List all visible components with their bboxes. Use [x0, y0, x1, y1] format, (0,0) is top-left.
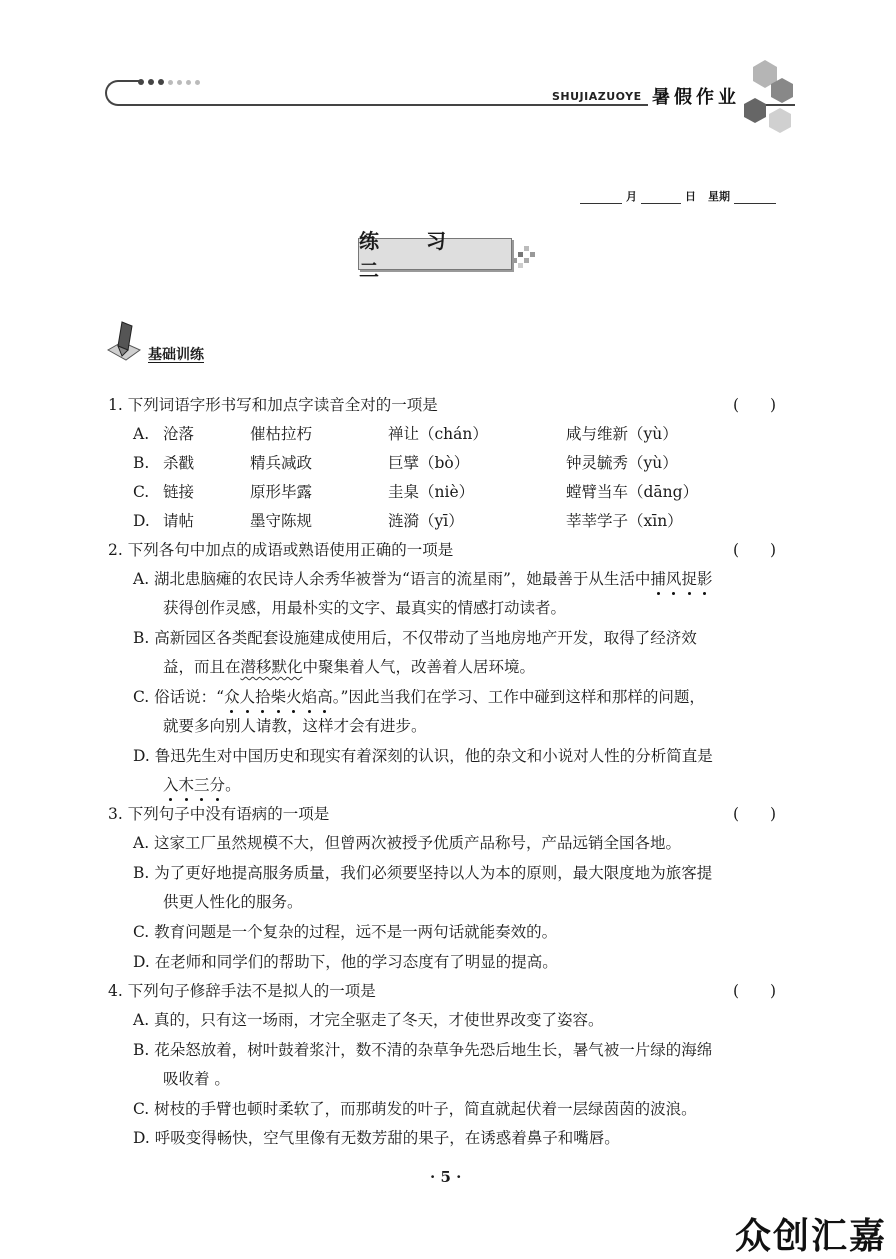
- watermark-logo: 众创汇嘉: [735, 1216, 888, 1257]
- header-dots: [138, 79, 200, 85]
- q2-option-c[interactable]: [133, 687, 705, 707]
- word-2: 精兵减政: [250, 454, 313, 472]
- word-1: 沧落: [163, 425, 195, 443]
- dotted-idiom: 众人拾柴火焰高: [224, 688, 333, 706]
- q1-answer-blank[interactable]: ( ): [733, 396, 777, 414]
- q2-option-d[interactable]: D. 鲁迅先生对中国历史和现实有着深刻的认识，他的杂文和小说对人性的分析简直是: [133, 747, 713, 765]
- word-4: 莘莘学子（xīn）: [566, 512, 683, 530]
- q4-option-d[interactable]: D. 呼吸变得畅快，空气里像有无数芳甜的果子，在诱惑着鼻子和嘴唇。: [133, 1129, 620, 1147]
- q3-stem: 3. 下列句子中没有语病的一项是: [108, 805, 330, 823]
- dotted-idiom: 入木三分: [163, 776, 226, 794]
- word-3: 涟漪（yī）: [388, 512, 464, 530]
- section-heading: 基础训练: [148, 347, 204, 363]
- hexagon-cluster-icon: [735, 58, 795, 134]
- word-4: 咸与维新（yù）: [566, 425, 678, 443]
- q2-option-a-cont: 获得创作灵感，用最朴实的文字、最真实的情感打动读者。: [163, 599, 567, 617]
- header-series-cn: 暑假作业: [648, 83, 744, 109]
- q4-option-a[interactable]: A. 真的，只有这一场雨，才完全驱走了冬天，才使世界改变了姿容。: [133, 1011, 604, 1029]
- day-label: 日: [685, 190, 696, 203]
- word-2: 墨守陈规: [250, 512, 313, 530]
- q2-option-b-cont: [163, 657, 535, 677]
- word-3: 禅让（chán）: [388, 425, 488, 443]
- word-1: 链接: [163, 483, 195, 501]
- page-number: · 5 ·: [430, 1168, 462, 1186]
- q4-option-b-cont: 吸收着 。: [163, 1070, 230, 1088]
- q4-option-b[interactable]: B. 花朵怒放着，树叶鼓着浆汁，数不清的杂草争先恐后地生长，暑气被一片绿的海绵: [133, 1041, 713, 1059]
- word-2: 催枯拉朽: [250, 425, 313, 443]
- q3-option-a[interactable]: A. 这家工厂虽然规模不大，但曾两次被授予优质产品称号，产品远销全国各地。: [133, 834, 682, 852]
- word-1: 杀戳: [163, 454, 195, 472]
- q4-answer-blank[interactable]: ( ): [733, 982, 777, 1000]
- day-blank[interactable]: [641, 191, 681, 204]
- option-label: A.: [133, 425, 150, 443]
- exercise-title: 练 习 二: [359, 229, 466, 282]
- word-4: 钟灵毓秀（yù）: [566, 454, 678, 472]
- month-blank[interactable]: [580, 191, 622, 204]
- q2-option-a[interactable]: [133, 569, 712, 589]
- checker-decoration-icon: [512, 246, 536, 268]
- option-text: 。: [225, 776, 241, 794]
- q4-option-c[interactable]: C. 树枝的手臂也顿时柔软了，而那萌发的叶子，简直就起伏着一层绿茵茵的波浪。: [133, 1100, 697, 1118]
- q3-option-b[interactable]: B. 为了更好地提高服务质量，我们必须要坚持以人为本的原则，最大限度地为旅客提: [133, 864, 713, 882]
- option-text: 益，而且在: [163, 658, 241, 676]
- q2-option-c-cont: 就要多向别人请教，这样才会有进步。: [163, 717, 427, 735]
- exercise-title-box: [358, 229, 512, 282]
- option-label: B.: [133, 454, 150, 472]
- weekday-blank[interactable]: [734, 191, 776, 204]
- option-text: 。”因此当我们在学习、工作中碰到这样和那样的问题，: [332, 688, 705, 706]
- word-2: 原形毕露: [250, 483, 313, 501]
- q3-answer-blank[interactable]: ( ): [733, 805, 777, 823]
- q3-option-b-cont: 供更人性化的服务。: [163, 893, 303, 911]
- pencil-icon: [106, 320, 142, 364]
- wavy-idiom: 潜移默化: [240, 658, 303, 676]
- option-text: 中聚集着人气，改善着人居环境。: [302, 658, 536, 676]
- word-3: 圭臬（niè）: [388, 483, 475, 501]
- word-4: 螳臂当车（dāng）: [566, 483, 699, 501]
- word-3: 巨擘（bò）: [388, 454, 470, 472]
- q3-option-d[interactable]: D. 在老师和同学们的帮助下，他的学习态度有了明显的提高。: [133, 953, 558, 971]
- q2-stem: 2. 下列各句中加点的成语或熟语使用正确的一项是: [108, 541, 454, 559]
- option-label: D.: [133, 512, 150, 530]
- q2-option-d-cont: [163, 775, 241, 795]
- q4-stem: 4. 下列句子修辞手法不是拟人的一项是: [108, 982, 376, 1000]
- q3-option-c[interactable]: C. 教育问题是一个复杂的过程，远不是一两句话就能奏效的。: [133, 923, 558, 941]
- dotted-idiom: 捕风捉影: [650, 570, 713, 588]
- header-series-en: SHUJIAZUOYE: [552, 90, 642, 103]
- date-fill-line: [580, 188, 776, 204]
- weekday-label: 星期: [708, 190, 730, 203]
- month-label: 月: [626, 190, 637, 203]
- option-text: C. 俗话说：“: [133, 688, 225, 706]
- q2-answer-blank[interactable]: ( ): [733, 541, 777, 559]
- q2-option-b[interactable]: B. 高新园区各类配套设施建成使用后，不仅带动了当地房地产开发，取得了经济效: [133, 629, 697, 647]
- option-label: C.: [133, 483, 150, 501]
- word-1: 请帖: [163, 512, 195, 530]
- option-text: A. 湖北患脑瘫的农民诗人余秀华被誉为“语言的流星雨”，她最善于从生活中: [133, 570, 651, 588]
- q1-stem: 1. 下列词语字形书写和加点字读音全对的一项是: [108, 396, 438, 414]
